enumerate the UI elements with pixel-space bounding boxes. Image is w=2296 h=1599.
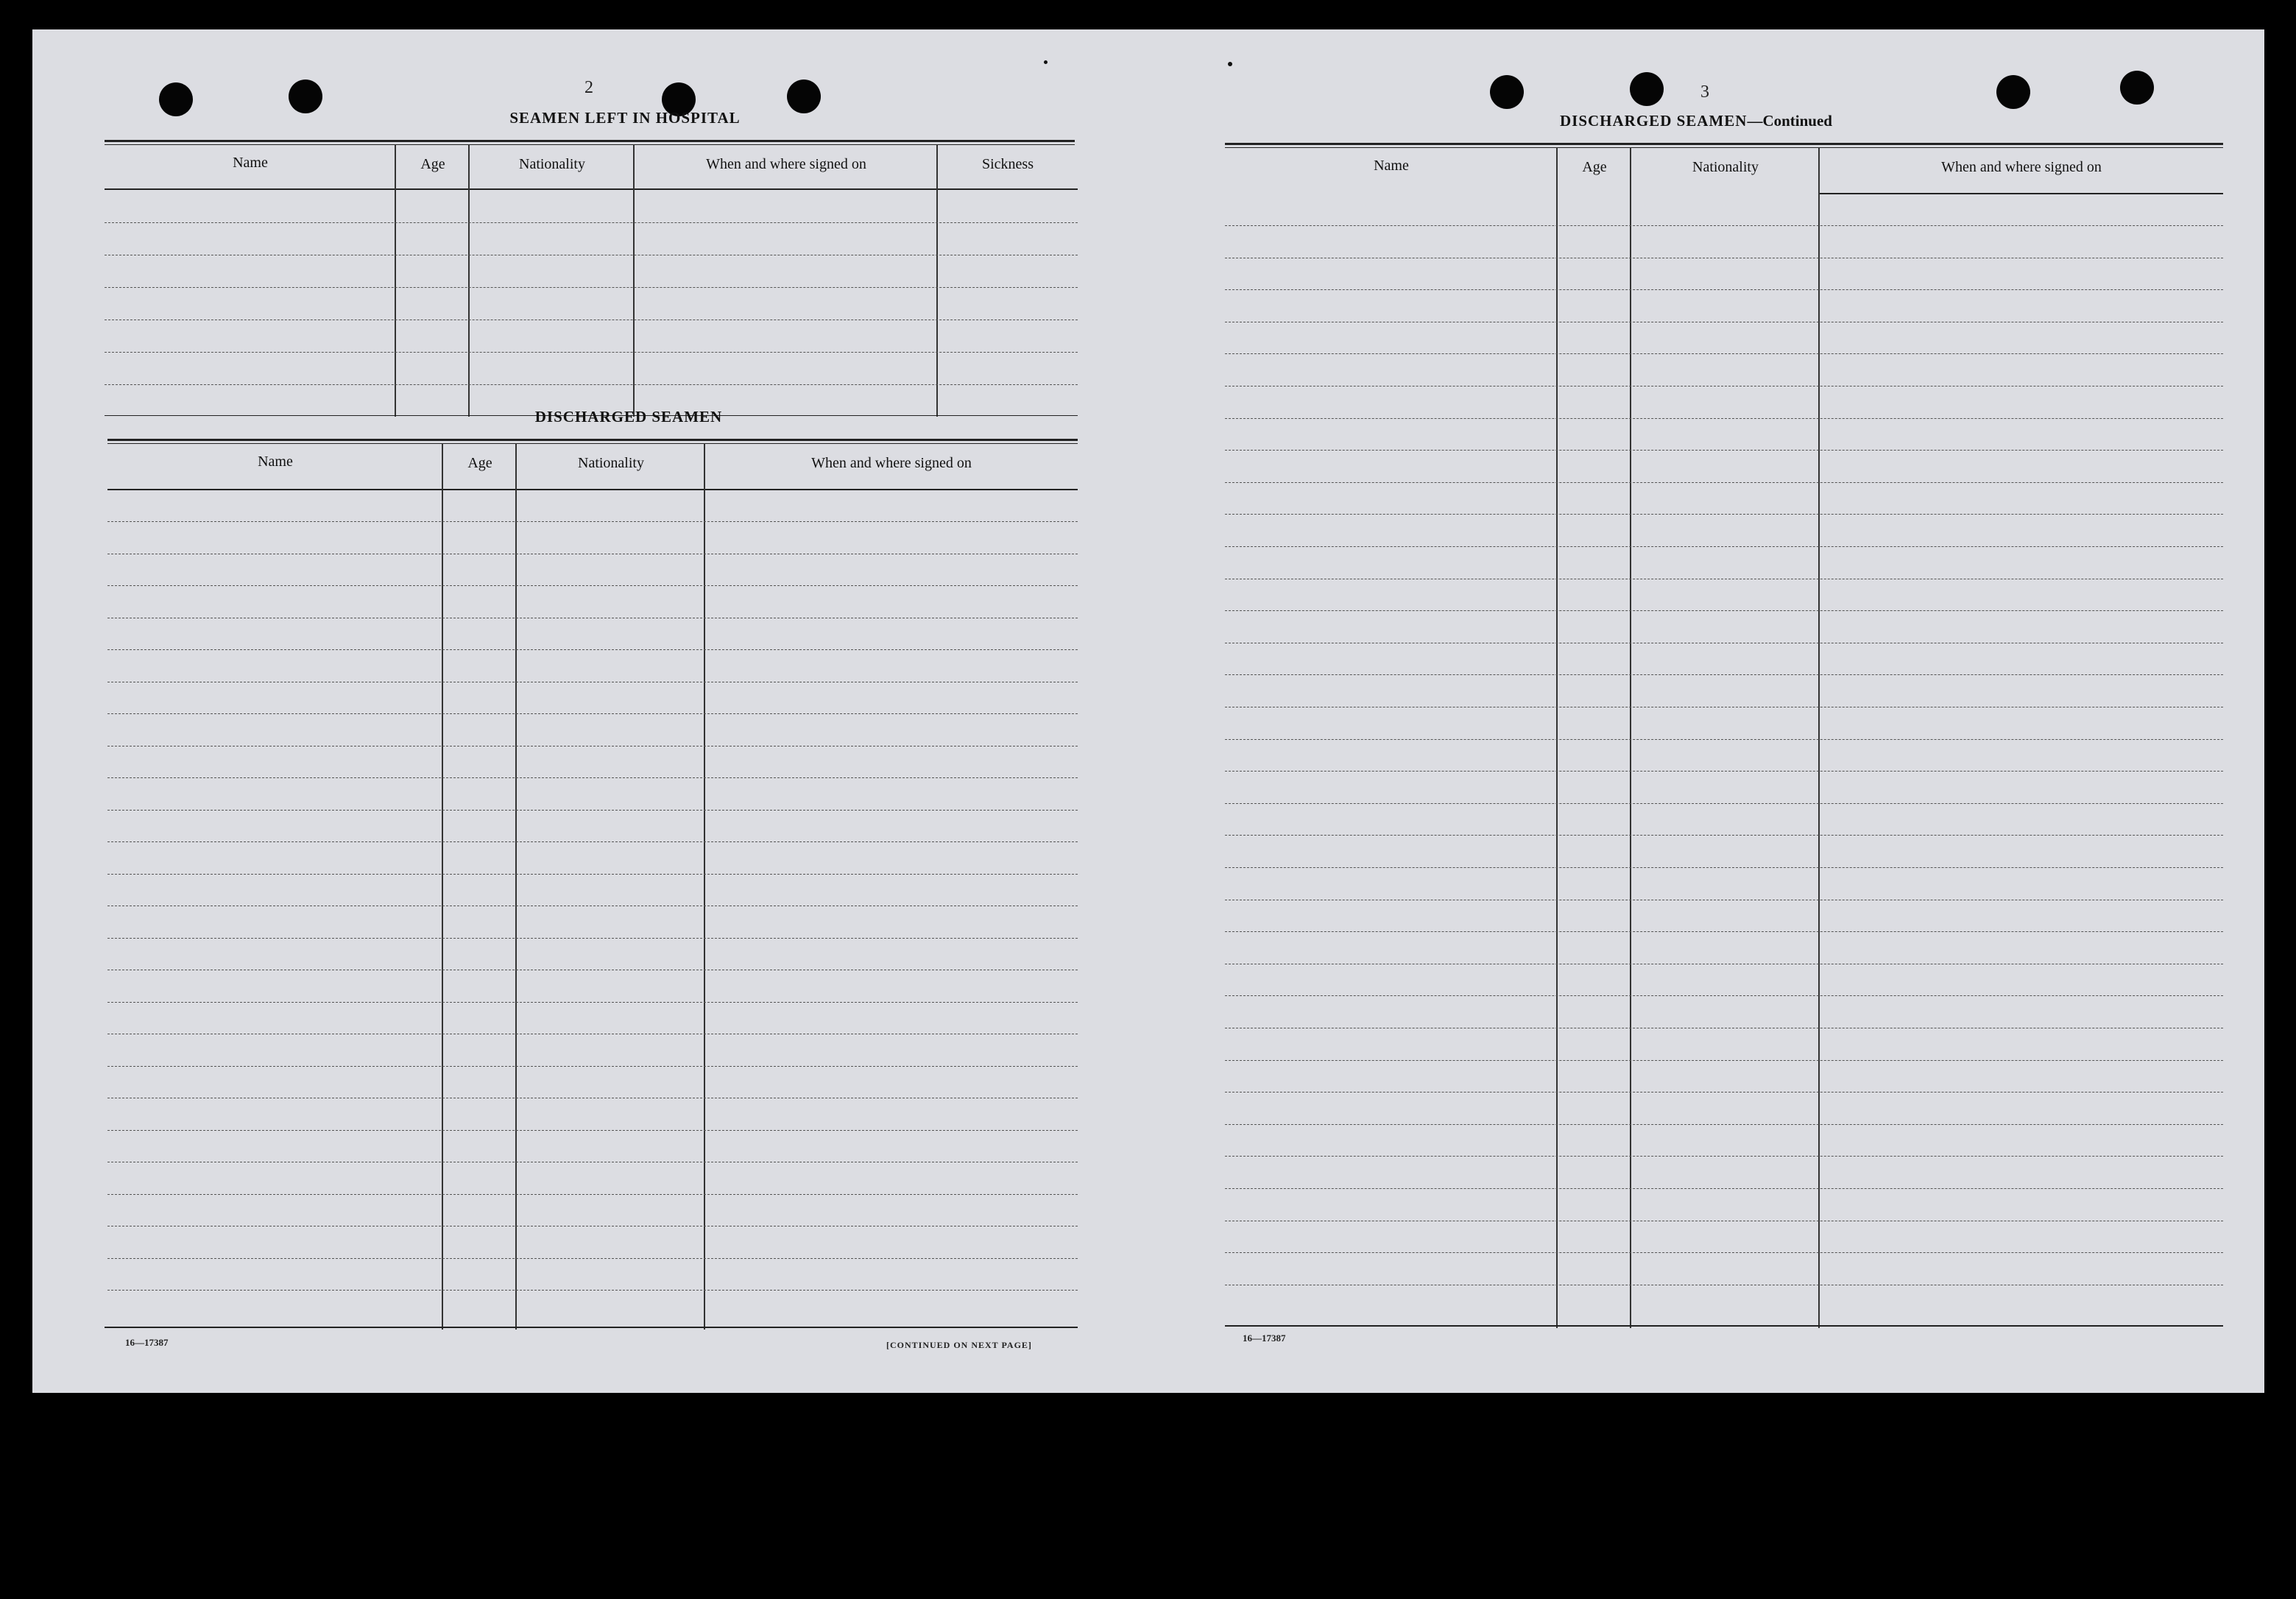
form-row-rule	[107, 874, 1078, 875]
hospital-header-rule	[105, 188, 1078, 190]
continued-col-divider	[1630, 147, 1631, 1328]
hospital-col-divider	[468, 144, 470, 417]
hospital-col-nationality: Nationality	[519, 156, 585, 172]
discharged-header-rule	[107, 489, 1078, 490]
form-row-rule	[107, 1130, 1078, 1131]
hospital-col-name: Name	[233, 155, 268, 171]
discharged-col-divider	[442, 443, 443, 1330]
discharged-bottom-rule	[105, 1327, 1078, 1328]
discharged-top-rule-thin	[107, 443, 1078, 444]
form-row-rule	[107, 1194, 1078, 1195]
hospital-row-rule	[105, 287, 1078, 288]
form-row-rule	[1225, 1188, 2223, 1189]
punch-hole	[2120, 71, 2154, 105]
form-row-rule	[1225, 1092, 2223, 1093]
continued-col-when-where: When and where signed on	[1941, 159, 2102, 175]
continued-col-age: Age	[1582, 159, 1607, 175]
continued-col-divider	[1818, 147, 1820, 1328]
form-row-rule	[1225, 482, 2223, 483]
form-row-rule	[107, 841, 1078, 842]
form-row-rule	[1225, 995, 2223, 996]
form-row-rule	[107, 810, 1078, 811]
hospital-row-rule	[105, 384, 1078, 385]
punch-hole	[1996, 75, 2030, 109]
form-row-rule	[1225, 771, 2223, 772]
form-row-rule	[1225, 514, 2223, 515]
form-row-rule	[107, 938, 1078, 939]
punch-hole	[289, 80, 322, 113]
hospital-col-divider	[395, 144, 396, 417]
hospital-section-title: SEAMEN LEFT IN HOSPITAL	[509, 109, 741, 127]
speck	[1044, 60, 1048, 64]
form-row-rule	[1225, 610, 2223, 611]
discharged-col-divider	[704, 443, 705, 1330]
form-row-rule	[107, 1002, 1078, 1003]
discharged-top-rule	[107, 439, 1078, 441]
form-row-rule	[1225, 739, 2223, 740]
discharged-continued-title-suffix: —Continued	[1747, 112, 1832, 130]
form-row-rule	[1225, 225, 2223, 226]
discharged-section-title: DISCHARGED SEAMEN	[534, 408, 723, 426]
hospital-col-when-where: When and where signed on	[706, 156, 866, 172]
form-row-rule	[1225, 1124, 2223, 1125]
form-row-rule	[107, 713, 1078, 714]
form-row-rule	[1225, 867, 2223, 868]
discharged-continued-title	[1505, 112, 1887, 130]
form-row-rule	[1225, 353, 2223, 354]
form-row-rule	[107, 585, 1078, 586]
punch-hole	[159, 82, 193, 116]
discharged-col-age: Age	[467, 455, 492, 471]
continued-col-nationality: Nationality	[1692, 159, 1759, 175]
hospital-col-divider	[633, 144, 635, 417]
continued-top-rule-thin	[1225, 147, 2223, 148]
form-row-rule	[1225, 674, 2223, 675]
continued-col-divider	[1556, 147, 1558, 1328]
form-code-left: 16—17387	[125, 1337, 169, 1348]
scanned-form-sheet	[32, 29, 2264, 1393]
form-row-rule	[107, 1258, 1078, 1259]
form-row-rule	[1225, 450, 2223, 451]
form-row-rule	[1225, 546, 2223, 547]
hospital-row-rule	[105, 352, 1078, 353]
discharged-col-divider	[515, 443, 517, 1330]
form-row-rule	[107, 1066, 1078, 1067]
form-row-rule	[1225, 835, 2223, 836]
form-row-rule	[1225, 803, 2223, 804]
continued-top-rule	[1225, 143, 2223, 145]
continued-bottom-rule	[1225, 1325, 2223, 1327]
hospital-row-rule	[105, 222, 1078, 223]
form-row-rule	[1225, 1252, 2223, 1253]
discharged-col-nationality: Nationality	[578, 455, 644, 471]
page-number-right: 3	[1700, 82, 1709, 102]
form-row-rule	[1225, 1156, 2223, 1157]
form-row-rule	[107, 1290, 1078, 1291]
hospital-col-age: Age	[420, 156, 445, 172]
hospital-col-sickness: Sickness	[982, 156, 1034, 172]
discharged-col-when-where: When and where signed on	[811, 455, 972, 471]
form-row-rule	[1225, 289, 2223, 290]
form-code-right: 16—17387	[1243, 1332, 1286, 1344]
hospital-top-rule-thin	[105, 144, 1075, 145]
page-number-left: 2	[584, 78, 593, 97]
form-row-rule	[107, 521, 1078, 522]
speck	[1228, 62, 1232, 66]
form-row-rule	[1225, 418, 2223, 419]
punch-hole	[1490, 75, 1524, 109]
form-row-rule	[107, 649, 1078, 650]
continued-note: [CONTINUED ON NEXT PAGE]	[886, 1340, 1032, 1350]
hospital-col-divider	[936, 144, 938, 417]
form-row-rule	[1225, 1060, 2223, 1061]
punch-hole	[1630, 72, 1664, 106]
continued-header-rule	[1820, 193, 2223, 194]
discharged-continued-title-main: DISCHARGED SEAMEN	[1560, 112, 1748, 130]
continued-col-name: Name	[1374, 158, 1409, 174]
hospital-top-rule	[105, 140, 1075, 142]
form-row-rule	[107, 777, 1078, 778]
discharged-col-name: Name	[258, 453, 293, 470]
form-row-rule	[1225, 931, 2223, 932]
